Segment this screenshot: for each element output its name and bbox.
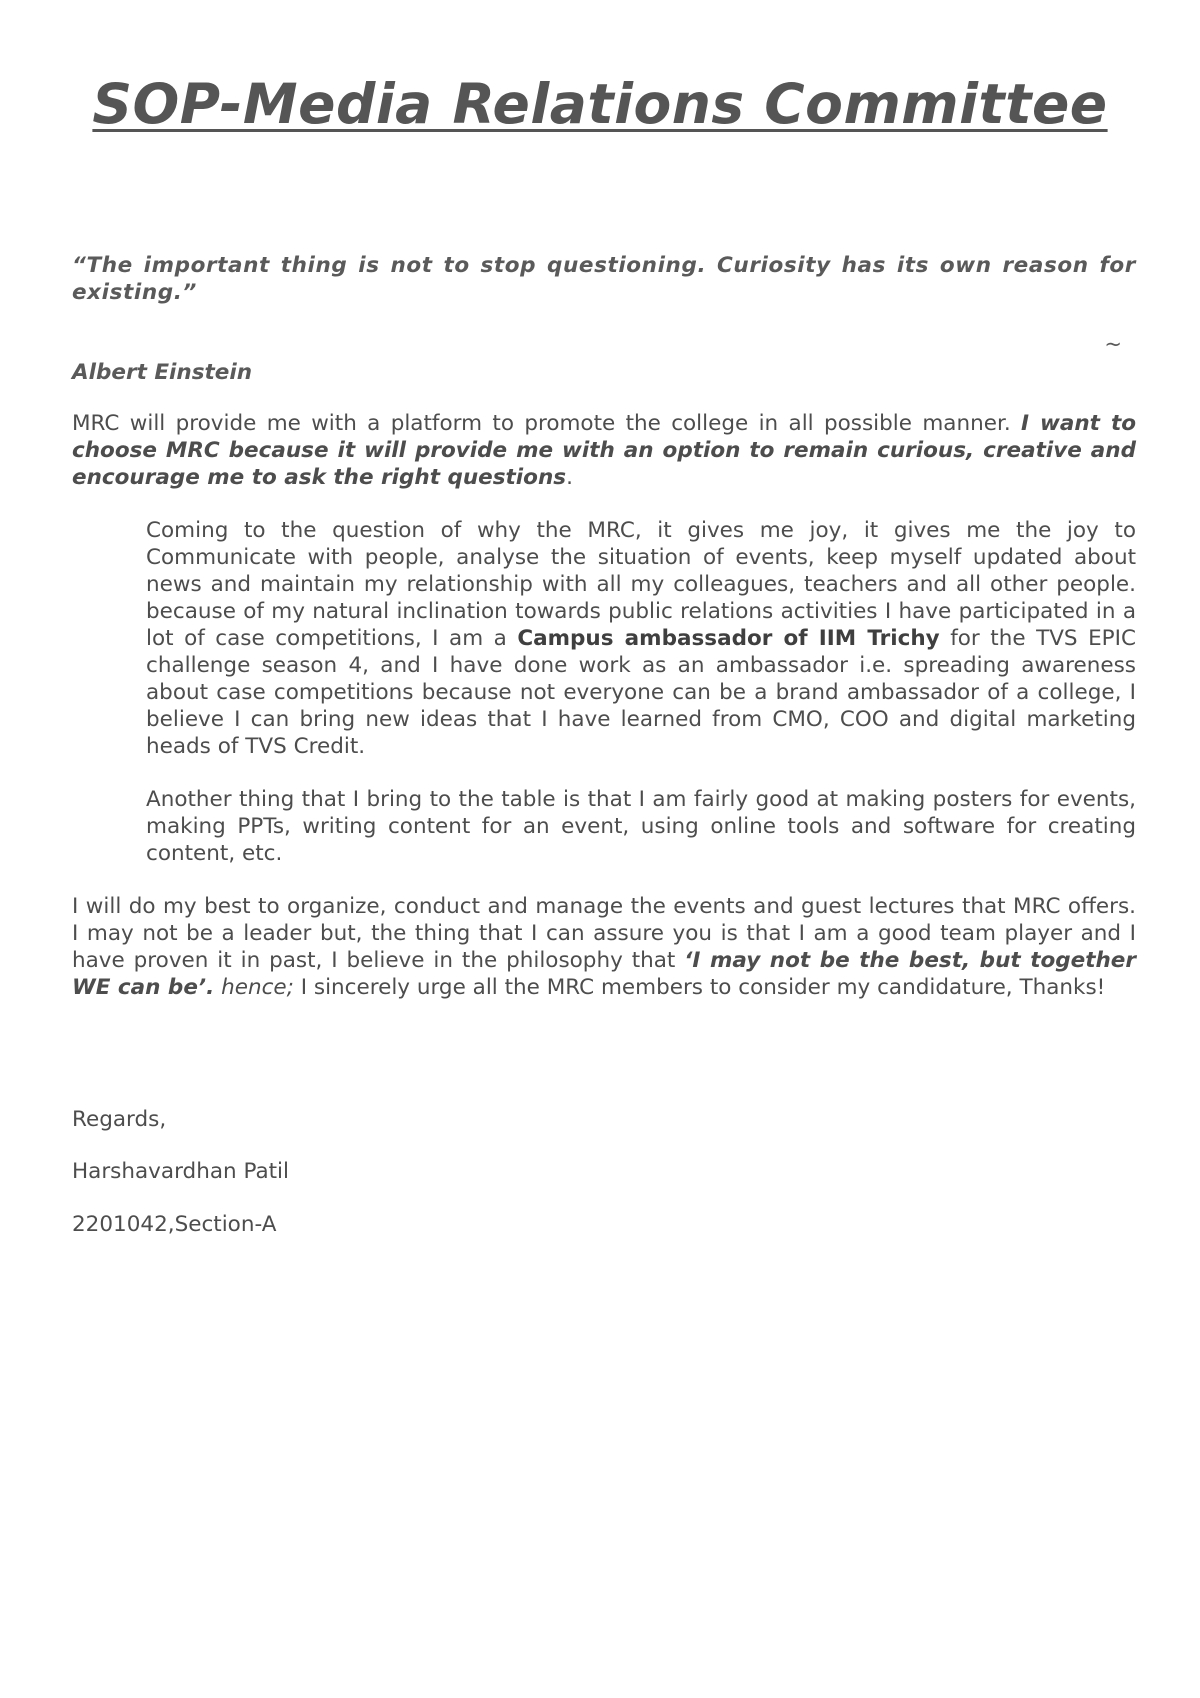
why-mrc-paragraph — [146, 517, 1136, 760]
campus-ambassador-text: Campus ambassador of IIM Trichy — [517, 626, 940, 651]
regards-line: Regards, — [72, 1107, 167, 1132]
skills-paragraph: Another thing that I bring to the table is that I am fairly good at making posters for events, making PPTs, writing content for an event, using online tools and software for creating content, etc. — [146, 787, 1136, 866]
document-title: SOP-Media Relations Committee — [92, 72, 1108, 136]
intro-paragraph — [72, 410, 1136, 491]
quote-tilde: ~ — [1104, 332, 1122, 356]
closing-text-2: I sincerely urge all the MRC members to consider my candidature, Thanks! — [293, 975, 1106, 1000]
signature-name: Harshavardhan Patil — [72, 1159, 290, 1184]
why-mrc-text-2: for the TVS EPIC challenge season 4, and I have done work as an ambassador i.e. spreading awareness about case competitions because not everyone can be a brand ambassador of a college, I believe I can bring new ideas that I have learned from CMO, COO and digital marketing heads of TVS Credit. — [146, 626, 1136, 759]
intro-plain-text: MRC will provide me with a platform to promote the college in all possible manner. — [72, 411, 1021, 436]
why-mrc-text-1: Coming to the question of why the MRC, it gives me joy, it gives me the joy to Communicate with people, analyse the situation of events, keep myself updated about news and maintain my relationship with all my colleagues, teachers and all other people. because of my natural inclination towards public relations activities I have participated in a lot of case competitions, I am a — [146, 518, 1136, 651]
hence-text: hence; — [214, 975, 294, 1000]
intro-end-text: . — [566, 465, 573, 490]
quote-author: Albert Einstein — [72, 360, 253, 385]
roll-section: 2201042,Section-A — [72, 1212, 277, 1237]
closing-paragraph — [72, 893, 1136, 1001]
einstein-quote: “The important thing is not to stop questioning. Curiosity has its own reason for existing.” — [72, 253, 1136, 305]
intro-emphasis-text: I want to choose MRC because it will provide me with an option to remain curious, creative and encourage me to ask the right questions — [72, 411, 1136, 490]
closing-text-1: I will do my best to organize, conduct and manage the events and guest lectures that MRC offers. I may not be a leader but, the thing that I can assure you is that I am a good team player and I have proven it in past, I believe in the philosophy that — [72, 894, 1136, 973]
philosophy-text: ‘I may not be the best, but together WE can be’. — [72, 948, 1136, 1000]
